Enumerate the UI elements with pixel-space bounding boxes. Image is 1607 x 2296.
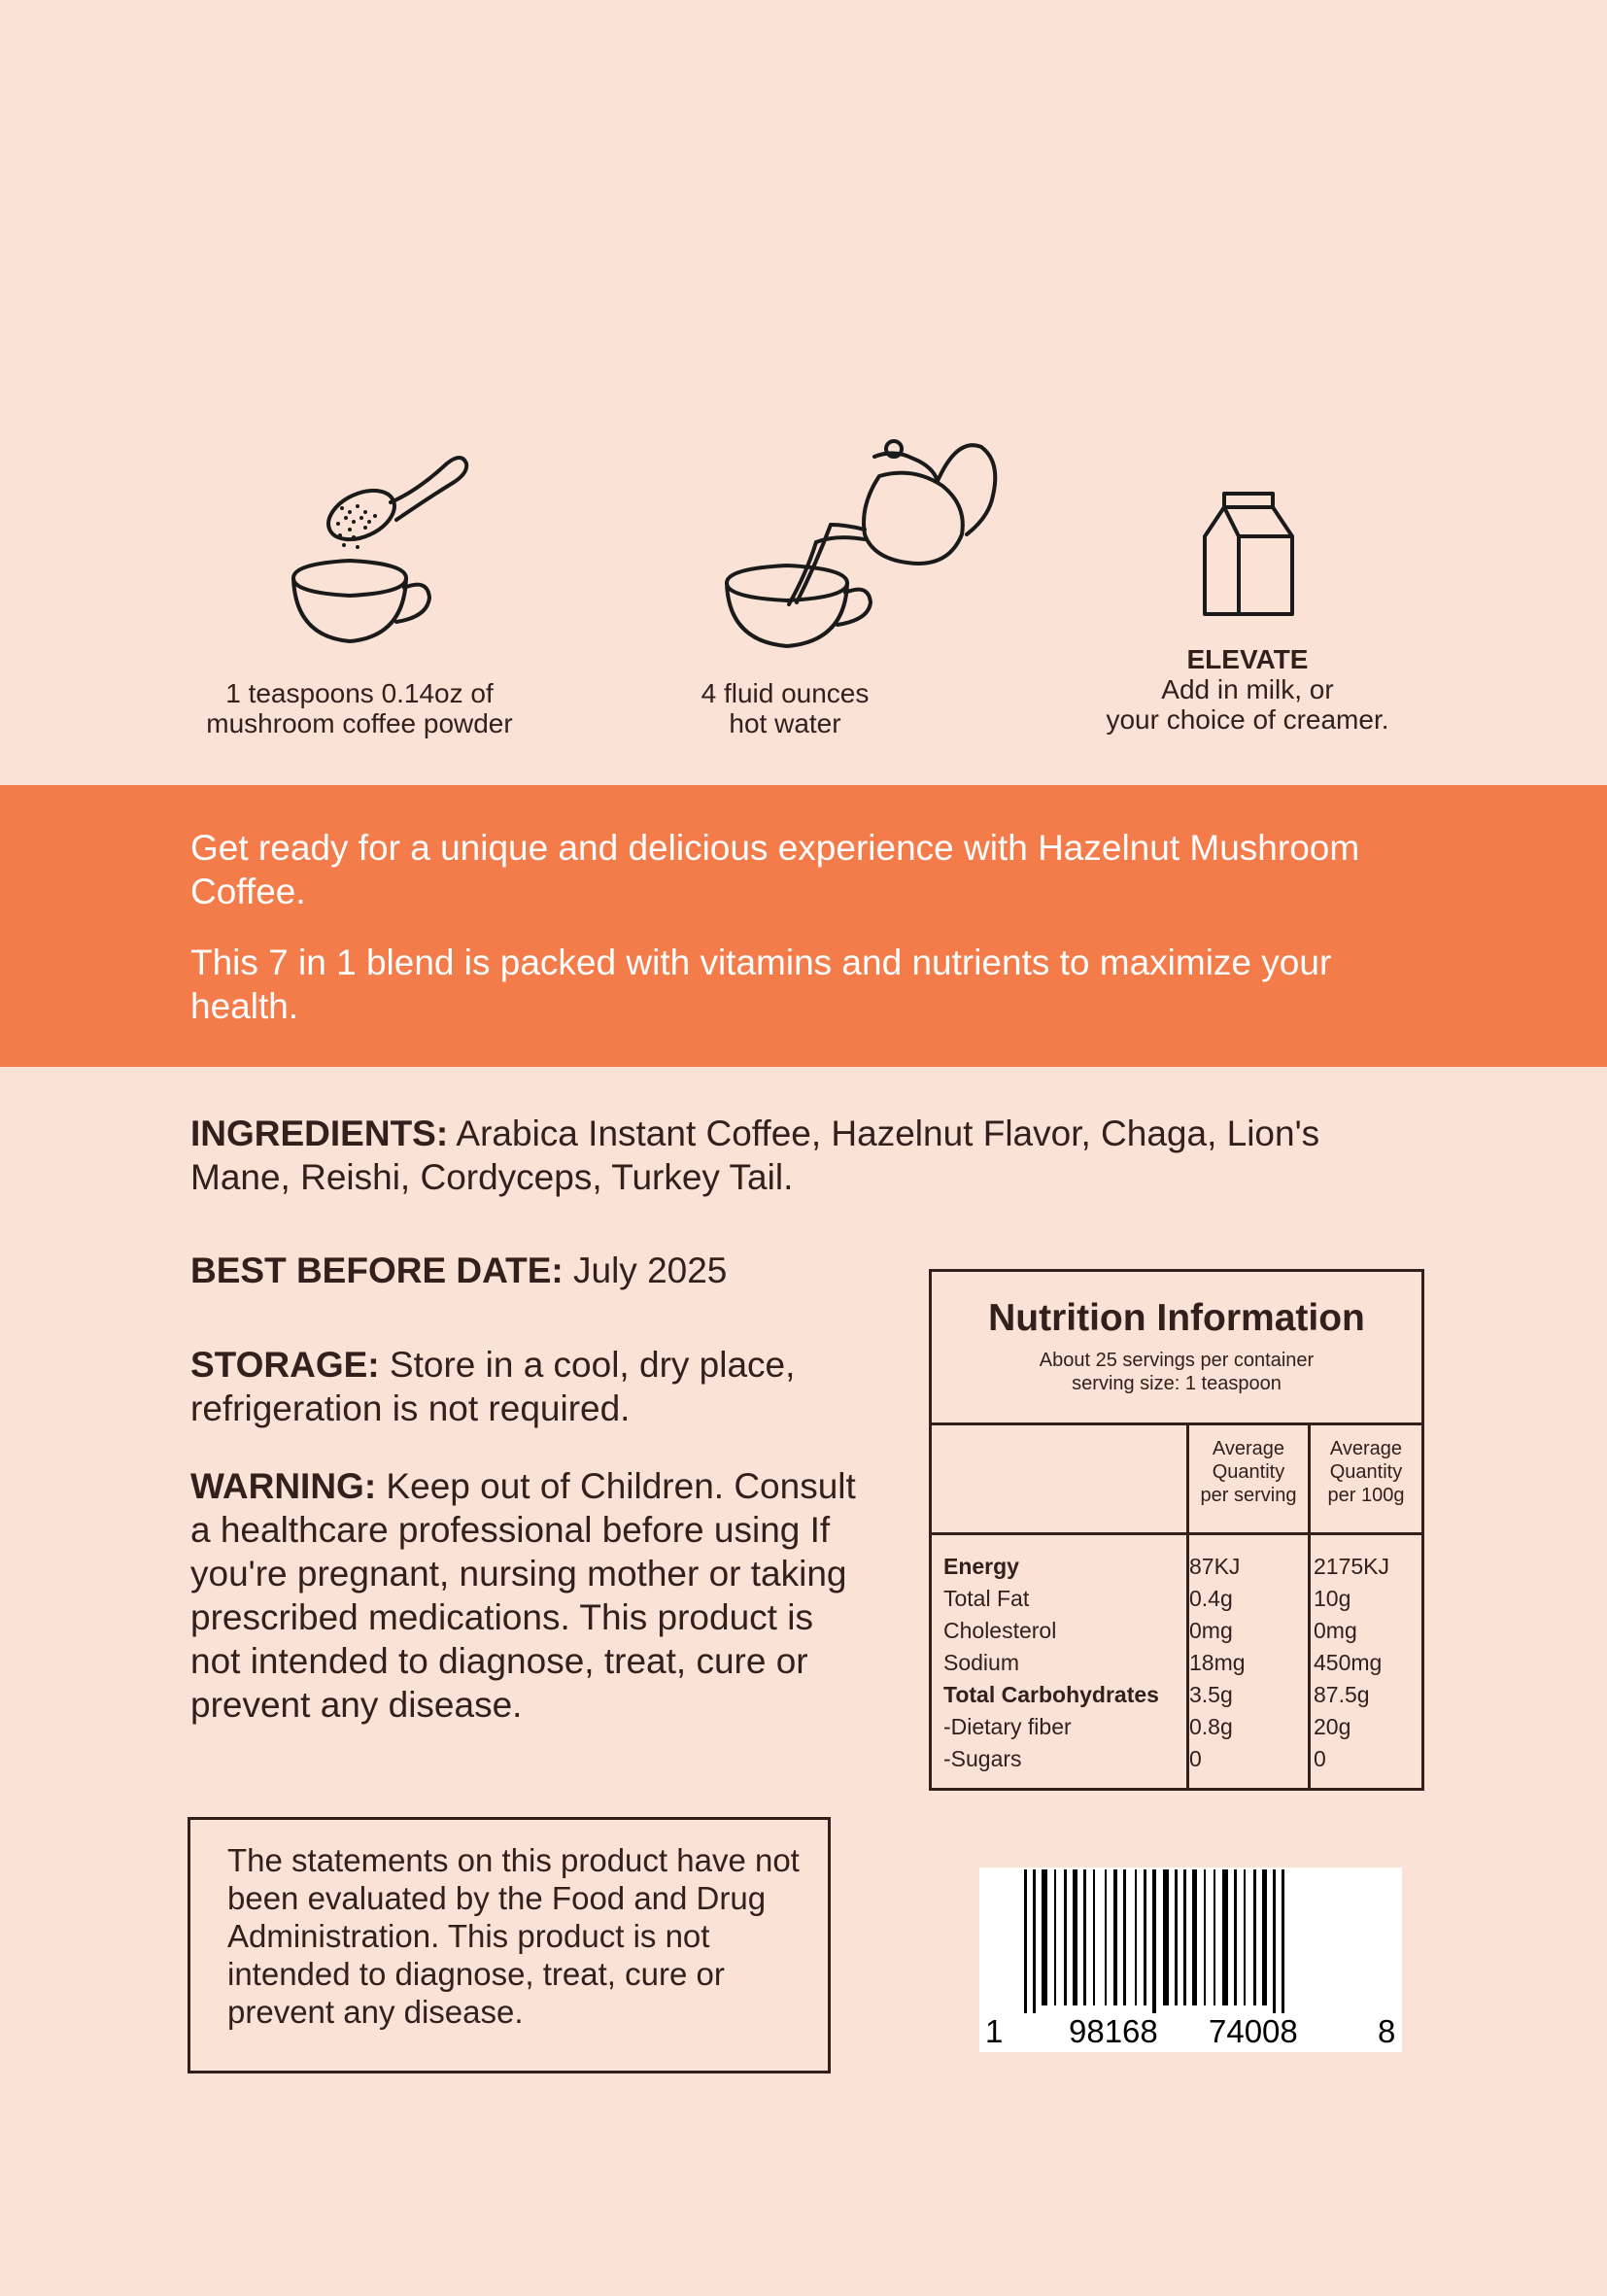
best-before-text	[190, 1249, 871, 1292]
step-2-caption	[639, 678, 931, 738]
nutrition-row: Total Carbohydrates 3.5g 87.5g	[943, 1682, 1370, 1707]
step-1-line-2: mushroom coffee powder	[206, 708, 513, 738]
step-1-caption	[165, 678, 554, 738]
barcode-digit-group-1: 98168	[1069, 2013, 1158, 2049]
step-1-line-1: 1 teaspoons 0.14oz of	[225, 678, 494, 708]
storage-value: Store in a cool, dry place, refrigeration is not required.	[190, 1345, 796, 1428]
teapot-pour-icon	[719, 428, 1010, 661]
spoon-cup-icon	[282, 442, 476, 656]
ingredients-label: INGREDIENTS:	[190, 1114, 449, 1153]
best-before-value: July 2025	[563, 1251, 728, 1290]
barcode-bars	[979, 1868, 1402, 2013]
warning-label: WARNING:	[190, 1466, 377, 1506]
nutrition-row: Total Fat 0.4g 10g	[943, 1586, 1351, 1611]
barcode-digit-1: 1	[985, 2013, 1004, 2049]
nutrition-divider-top	[932, 1422, 1421, 1425]
ingredients-text	[190, 1112, 1424, 1199]
nutrition-table	[929, 1269, 1424, 1791]
milk-carton-icon	[1195, 486, 1302, 622]
nutrition-row: -Sugars 0 0	[943, 1746, 1326, 1771]
step-3-title: ELEVATE	[1186, 644, 1309, 674]
nutrition-header-per-serving: Average Quantity per serving	[1200, 1438, 1297, 1506]
banner-paragraph-1: Get ready for a unique and delicious experience with Hazelnut Mushroom Coffee.	[190, 828, 1360, 911]
best-before-label: BEST BEFORE DATE:	[190, 1251, 564, 1290]
ingredients-value: Arabica Instant Coffee, Hazelnut Flavor, Chaga, Lion's Mane, Reishi, Cordyceps, Turkey Tail.	[190, 1114, 1320, 1197]
nutrition-divider-header	[932, 1532, 1421, 1535]
nutrition-title: Nutrition Information	[988, 1297, 1365, 1339]
banner-paragraph-2: This 7 in 1 blend is packed with vitamins and nutrients to maximize your health.	[190, 942, 1332, 1026]
nutrition-serving-size: serving size: 1 teaspoon	[1072, 1373, 1282, 1394]
step-2-line-2: hot water	[729, 708, 841, 738]
step-3-line-1: Add in milk, or	[1161, 674, 1334, 704]
fda-disclaimer-text: The statements on this product have not been evaluated by the Food and Drug Administration. This product is not intended to diagnose, treat, cure or prevent any disease.	[227, 1842, 800, 2030]
nutrition-row: Sodium 18mg 450mg	[943, 1650, 1383, 1675]
nutrition-row: -Dietary fiber 0.8g 20g	[943, 1714, 1351, 1739]
barcode-digit-last: 8	[1378, 2013, 1396, 2049]
warning-text	[190, 1464, 861, 1727]
step-3-line-2: your choice of creamer.	[1106, 704, 1389, 735]
barcode	[979, 1868, 1402, 2052]
step-2-line-1: 4 fluid ounces	[701, 678, 870, 708]
nutrition-rows	[943, 1551, 1411, 1775]
promo-banner	[0, 785, 1607, 1067]
nutrition-servings: About 25 servings per container	[1039, 1350, 1315, 1371]
warning-value: Keep out of Children. Consult a healthcare professional before using If you're pregnant, nursing mother or taking prescribed medications. This product is not intended to diagnose, treat, cure or prevent any disease.	[190, 1466, 856, 1725]
storage-text	[190, 1343, 861, 1430]
nutrition-row: Cholesterol 0mg 0mg	[943, 1618, 1357, 1643]
nutrition-row: Energy 87KJ 2175KJ	[943, 1554, 1390, 1579]
barcode-digit-group-2: 74008	[1209, 2013, 1298, 2049]
step-3-caption	[1053, 644, 1442, 735]
nutrition-header-per-100g: Average Quantity per 100g	[1327, 1438, 1405, 1506]
storage-label: STORAGE:	[190, 1345, 380, 1385]
fda-disclaimer	[188, 1817, 831, 2073]
